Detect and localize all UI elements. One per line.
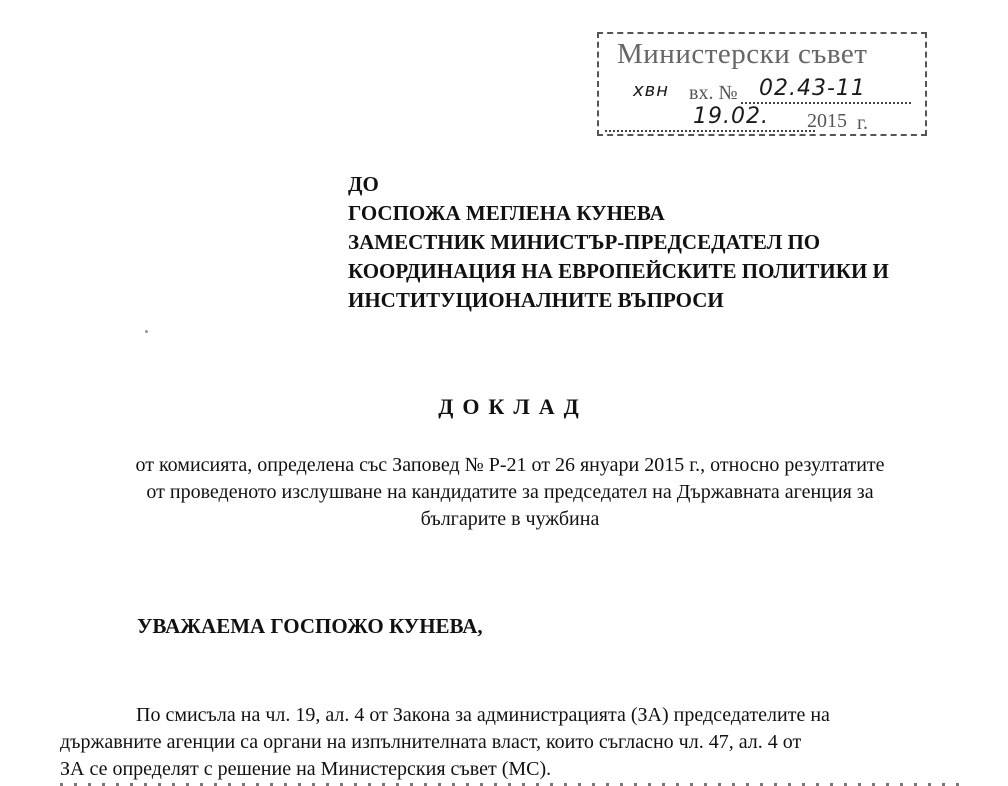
stamp-year: 2015 bbox=[807, 110, 847, 132]
registry-stamp bbox=[597, 32, 927, 136]
salutation: УВАЖАЕМА ГОСПОЖО КУНЕВА, bbox=[137, 614, 483, 638]
stamp-title: Министерски съвет bbox=[617, 38, 868, 70]
addressee-line: КООРДИНАЦИЯ НА ЕВРОПЕЙСКИТЕ ПОЛИТИКИ И bbox=[348, 259, 889, 283]
body-line: ЗА се определят с решение на Министерския съвет (МС). bbox=[60, 758, 552, 780]
stamp-date-value: 19.02. bbox=[693, 104, 769, 129]
subtitle-line: от проведеното изслушване на кандидатите за председател на Държавната агенция за bbox=[146, 481, 874, 503]
addressee-block bbox=[348, 170, 988, 315]
stamp-date-row bbox=[605, 104, 905, 134]
addressee-line: ИНСТИТУЦИОНАЛНИТЕ ВЪПРОСИ bbox=[348, 288, 724, 312]
stamp-year-suffix: г. bbox=[857, 112, 868, 134]
subtitle-line: от комисията, определена със Заповед № Р-21 от 26 януари 2015 г., относно резултатите bbox=[135, 454, 885, 476]
stamp-number-value: 02.43-11 bbox=[759, 76, 866, 101]
addressee-line: ЗАМЕСТНИК МИНИСТЪР-ПРЕДСЕДАТЕЛ ПО bbox=[348, 230, 821, 254]
body-line: държавните агенции са органи на изпълнителната власт, които съгласно чл. 47, ал. 4 от bbox=[60, 731, 802, 753]
stamp-prefix: хвн bbox=[633, 80, 670, 101]
report-title: ДОКЛАД bbox=[438, 394, 588, 419]
addressee-line: ГОСПОЖА МЕГЛЕНА КУНЕВА bbox=[348, 201, 665, 225]
stamp-number-label: вх. № bbox=[689, 82, 738, 104]
addressee-line: ДО bbox=[348, 172, 379, 196]
report-subtitle bbox=[50, 452, 970, 533]
body-paragraph bbox=[60, 702, 960, 783]
body-line: По смисъла на чл. 19, ал. 4 от Закона за администрацията (ЗА) председателите на bbox=[136, 704, 830, 726]
subtitle-line: българите в чужбина bbox=[420, 508, 600, 530]
stamp-number-row bbox=[629, 76, 919, 106]
scan-speck bbox=[145, 330, 148, 333]
stamp-date-dots bbox=[605, 130, 815, 132]
